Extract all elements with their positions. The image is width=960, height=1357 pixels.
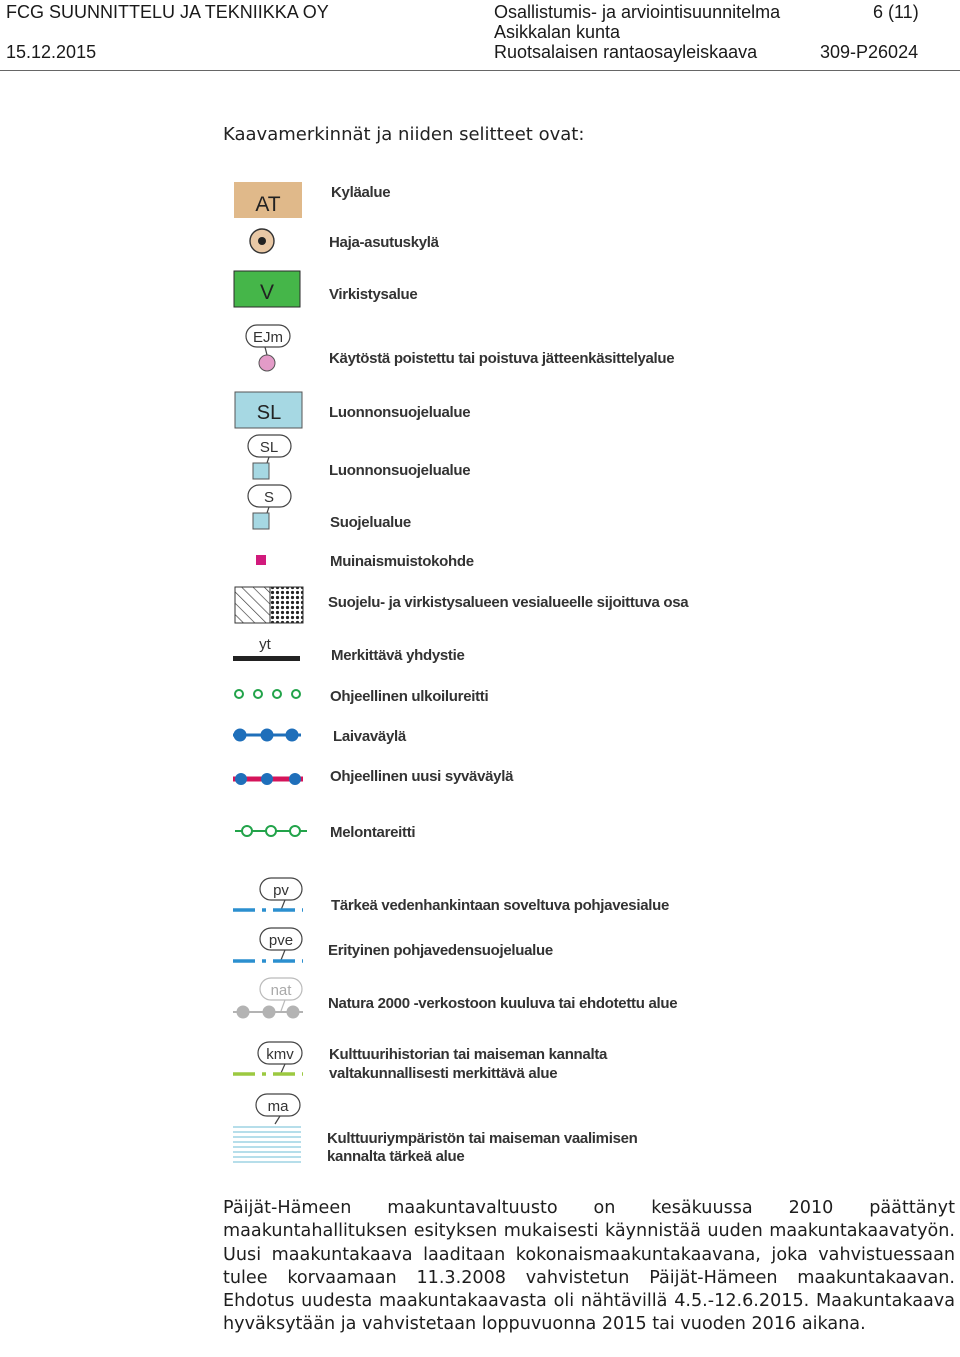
- kmv-code: kmv: [266, 1046, 294, 1063]
- pve-code: pve: [268, 932, 294, 949]
- legend-label-protected-area: Suojelualue: [330, 514, 411, 531]
- legend-symbols: [225, 175, 315, 1175]
- sl-point-code: SL: [259, 439, 279, 456]
- at-code: AT: [255, 193, 281, 216]
- village-dot-symbol: [250, 229, 274, 253]
- v-code: V: [259, 281, 275, 304]
- s-point-symbol: [248, 485, 291, 529]
- page-number: 6 (11): [873, 2, 919, 22]
- project-code: 309-P26024: [820, 42, 919, 62]
- plan-name: Ruotsalaisen rantaosayleiskaava: [494, 42, 758, 62]
- new-deep-lane-symbol: [233, 773, 303, 785]
- legend-label-natura-area: Natura 2000 -verkostoon kuuluva tai ehdotettu alue: [328, 995, 678, 1012]
- at-symbol: [234, 182, 302, 218]
- legend-label-nature-reserve-point: Luonnonsuojelualue: [329, 462, 471, 479]
- paddling-route-symbol: [235, 826, 307, 836]
- connecting-road-symbol: [233, 636, 300, 661]
- groundwater-area-symbol: [233, 878, 303, 910]
- legend-label-outdoor-route: Ohjeellinen ulkoilureitti: [330, 688, 489, 705]
- legend-label-regional-landscape-line1: Kulttuuriympäristön tai maiseman vaalimisen: [327, 1130, 638, 1147]
- legend-label-ancient-monument: Muinaismuistokohde: [330, 553, 474, 570]
- natura-area-symbol: [233, 978, 303, 1018]
- document-date: 15.12.2015: [6, 42, 97, 62]
- legend-label-national-landscape-line1: Kulttuurihistorian tai maiseman kannalta: [329, 1046, 608, 1063]
- legend-label-regional-landscape-line2: kannalta tärkeä alue: [327, 1148, 465, 1165]
- yt-code: yt: [259, 636, 271, 653]
- legend-label-paddling-route: Melontareitti: [330, 824, 416, 841]
- outdoor-route-symbol: [235, 690, 300, 698]
- legend-label-village-area: Kyläalue: [331, 184, 391, 201]
- pv-code: pv: [273, 882, 289, 899]
- legend-label-groundwater-area: Tärkeä vedenhankintaan soveltuva pohjavesialue: [331, 897, 670, 914]
- ejm-code: EJm: [253, 329, 283, 346]
- s-point-code: S: [263, 489, 275, 506]
- company-name: FCG SUUNNITTELU JA TEKNIIKKA OY: [6, 2, 329, 22]
- legend-label-nature-reserve-area: Luonnonsuojelualue: [329, 404, 471, 421]
- legend-label-special-groundwater: Erityinen pohjavedensuojelualue: [328, 942, 553, 959]
- legend-label-waste-area: Käytöstä poistettu tai poistuva jätteenkäsittelyalue: [329, 350, 675, 367]
- sl-area-code: SL: [256, 402, 282, 424]
- ejm-symbol: [246, 325, 290, 371]
- water-area-hatch-symbol: [235, 587, 303, 623]
- nat-code: nat: [270, 982, 292, 999]
- legend-label-recreation-area: Virkistysalue: [329, 286, 418, 303]
- header-divider: [0, 70, 960, 71]
- legend-label-shipping-lane: Laivaväylä: [333, 728, 406, 745]
- legend-label-connecting-road: Merkittävä yhdystie: [331, 647, 465, 664]
- v-symbol: [234, 271, 300, 307]
- ma-code: ma: [267, 1098, 289, 1115]
- regional-landscape-area-symbol: [233, 1094, 301, 1162]
- ancient-monument-symbol: [256, 555, 266, 565]
- national-landscape-area-symbol: [233, 1042, 303, 1074]
- legend-label-water-area-part: Suojelu- ja virkistysalueen vesialueelle sijoittuva osa: [328, 594, 689, 611]
- sl-point-symbol: [248, 435, 291, 479]
- document-type: Osallistumis- ja arviointisuunnitelma: [494, 2, 781, 22]
- legend-label-national-landscape-line2: valtakunnallisesti merkittävä alue: [329, 1065, 558, 1082]
- legend-label-scattered-village: Haja-asutuskylä: [329, 234, 439, 251]
- municipality: Asikkalan kunta: [494, 22, 621, 42]
- body-paragraph: Päijät-Hämeen maakuntavaltuusto on kesäkuussa 2010 päättänyt maakuntahallituksen esityksen mukaisesti käynnistää uuden maakuntakaavatyön. Uusi maakuntakaava laaditaan kokonaismaakuntakaavana, joka vahvistuessaan tulee korvaamaan 11.3.2008 vahvistetun Päijät-Hämeen maakuntakaavan. Ehdotus uudesta maakuntakaavasta oli nähtävillä 4.5.-12.6.2015. Maakuntakaava hyväksytään ja vahvistetaan loppuvuonna 2015 tai vuoden 2016 aikana.: [223, 1198, 955, 1335]
- legend-label-new-deep-lane: Ohjeellinen uusi syväväylä: [330, 768, 514, 785]
- sl-area-symbol: [235, 392, 302, 428]
- special-groundwater-area-symbol: [233, 928, 303, 961]
- legend-intro: Kaavamerkinnät ja niiden selitteet ovat:: [223, 124, 585, 145]
- shipping-lane-symbol: [233, 729, 301, 741]
